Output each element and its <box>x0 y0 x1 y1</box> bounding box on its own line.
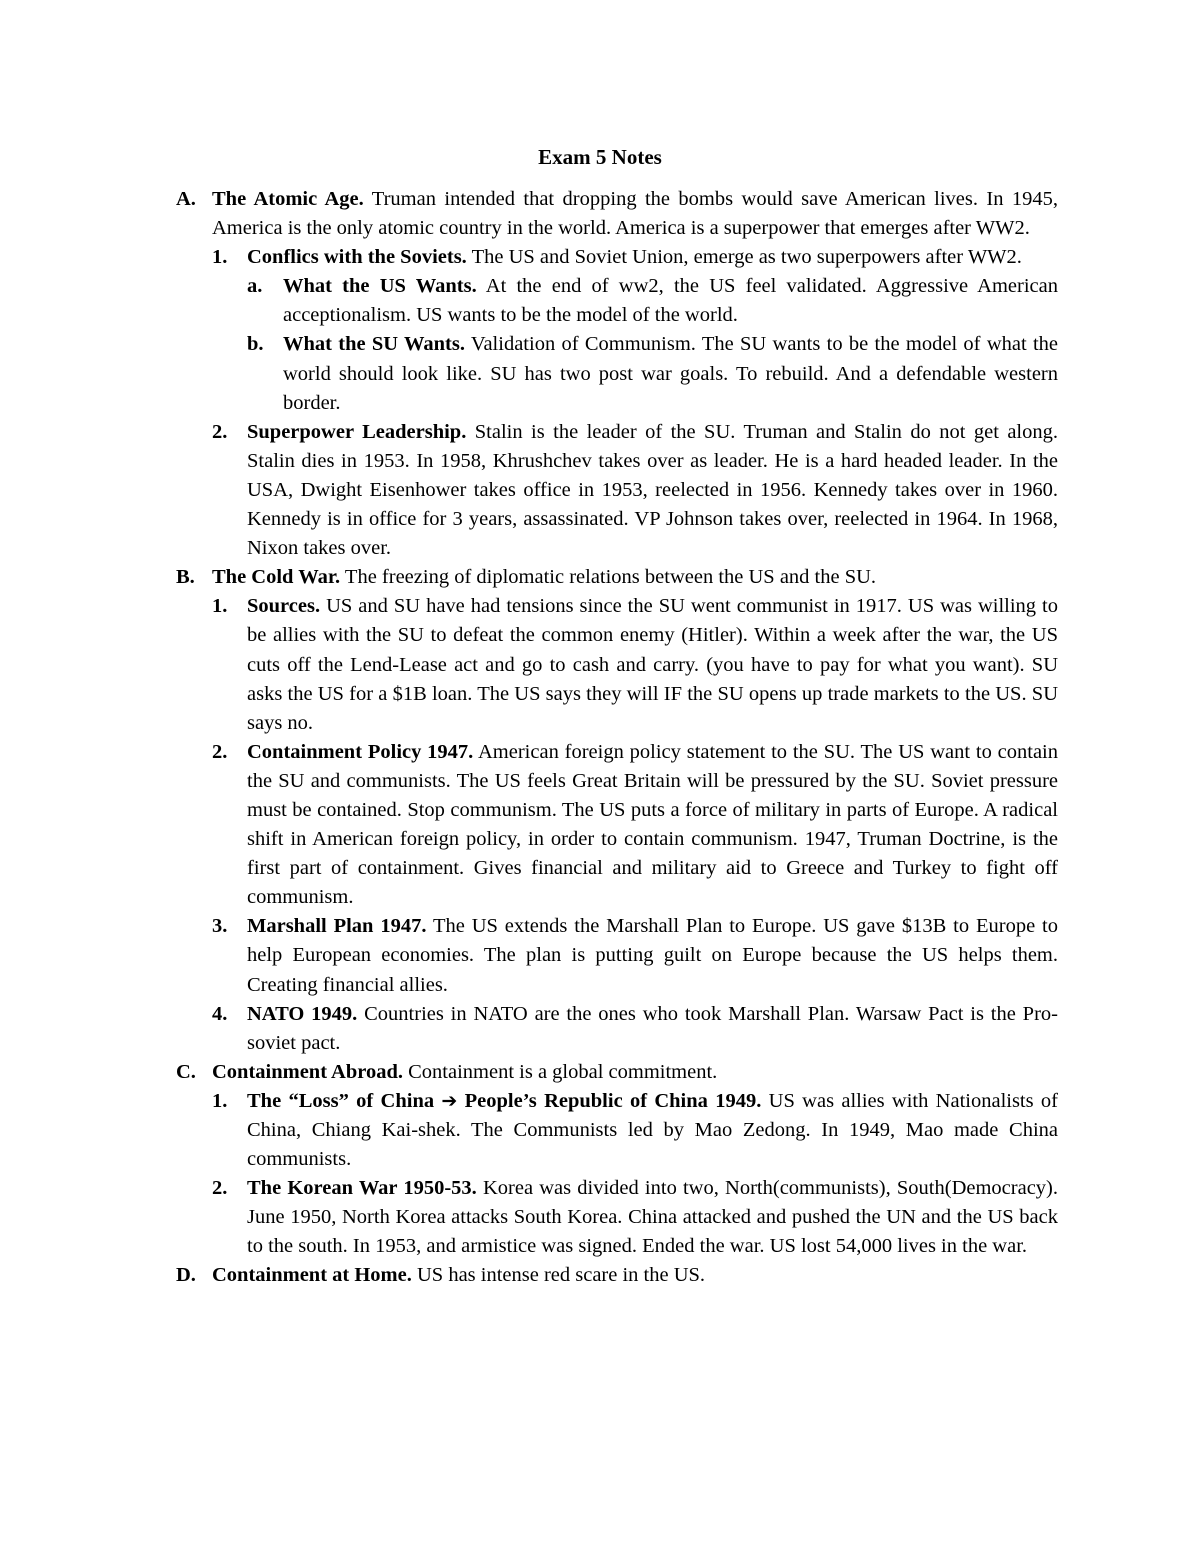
item-heading: Superpower Leadership. <box>247 420 467 443</box>
subitem-marker: a. <box>247 275 263 298</box>
section-d <box>176 1261 1058 1290</box>
item-marker: 3. <box>212 915 228 938</box>
item-heading: NATO 1949. <box>247 1002 358 1025</box>
item-heading: Marshall Plan 1947. <box>247 915 427 938</box>
subitem-text: Validation of Communism. The SU wants to be the model of what the world should look like. SU has two post war goals. To rebuild. And a defendable western border. <box>283 333 1059 414</box>
section-c-item-2 <box>212 1174 1058 1261</box>
item-marker: 1. <box>212 246 228 269</box>
section-heading: The Atomic Age. <box>212 188 364 210</box>
item-text: Stalin is the leader of the SU. Truman and Stalin do not get along. Stalin dies in 1953. In 1958, Khrushchev takes over as leader. He is a hard headed leader. In the USA, Dwight Eisenhower takes office in 1953, reelected in 1956. Kennedy takes over in 1960. Kennedy is in office for 3 years, assassinated. VP Johnson takes over, reelected in 1964. In 1968, Nixon takes over. <box>247 420 1059 560</box>
section-b-item-2 <box>212 738 1058 913</box>
page-title: Exam 5 Notes <box>538 145 662 169</box>
section-heading: Containment Abroad. <box>212 1060 403 1083</box>
section-a-item-1-sub-a <box>247 272 1059 330</box>
section-marker: C. <box>176 1060 196 1083</box>
section-text: US has intense red scare in the US. <box>411 1264 706 1287</box>
section-heading: Containment at Home. <box>212 1264 412 1287</box>
item-heading: Conflics with the Soviets. <box>247 246 467 269</box>
section-text: The freezing of diplomatic relations between the US and the SU. <box>340 566 877 589</box>
section-text: Containment is a global commitment. <box>403 1060 718 1083</box>
item-text: The US extends the Marshall Plan to Europe. US gave $13B to Europe to help European economies. The plan is putting guilt on Europe because the US helps them. Creating financial allies. <box>247 915 1058 996</box>
section-b <box>176 563 1058 592</box>
section-heading: The Cold War. <box>212 566 341 589</box>
right-arrow-icon: ➔ <box>441 1089 458 1112</box>
item-marker: 4. <box>212 1002 228 1025</box>
section-text: Truman intended that dropping the bombs would save American lives. In 1945, America is the only atomic country in the world. America is a superpower that emerges after WW2. <box>212 188 1058 240</box>
section-a-item-1-sub-b <box>247 330 1059 417</box>
section-a <box>176 185 1058 243</box>
subitem-text: At the end of ww2, the US feel validated. Aggressive American acceptionalism. US wants to be the model of the world. <box>283 275 1059 327</box>
item-text: Countries in NATO are the ones who took Marshall Plan. Warsaw Pact is the Pro-soviet pact. <box>247 1002 1058 1054</box>
item-heading: The Korean War 1950-53. <box>247 1177 477 1200</box>
section-marker: D. <box>176 1264 196 1287</box>
item-heading: The “Loss” of China <box>247 1089 442 1112</box>
item-heading-continued: People’s Republic of China 1949. <box>457 1089 762 1112</box>
item-marker: 2. <box>212 420 228 443</box>
section-marker: A. <box>176 188 196 210</box>
section-a-item-1 <box>212 243 1058 272</box>
item-text: American foreign policy statement to the SU. The US want to contain the SU and communists. The US feels Great Britain will be pressured by the SU. Soviet pressure must be contained. Stop communism. The US puts a force of military in parts of Europe. A radical shift in American foreign policy, in order to contain communism. 1947, Truman Doctrine, is the first part of containment. Gives financial and military aid to Greece and Turkey to fight off communism. <box>247 740 1058 909</box>
section-b-item-1 <box>212 592 1058 737</box>
item-marker: 2. <box>212 740 228 763</box>
item-text: The US and Soviet Union, emerge as two superpowers after WW2. <box>466 246 1022 269</box>
item-text: Korea was divided into two, North(communists), South(Democracy). June 1950, North Korea attacks South Korea. China attacked and pushed the UN and the US back to the south. In 1953, and armistice was signed. Ended the war. US lost 54,000 lives in the war. <box>247 1177 1058 1258</box>
notes-outline <box>0 185 1200 1291</box>
subitem-heading: What the US Wants. <box>283 275 477 298</box>
section-marker: B. <box>176 566 195 589</box>
section-a-item-2 <box>212 418 1059 563</box>
item-heading: Containment Policy 1947. <box>247 740 474 763</box>
item-text: US was allies with Nationalists of China, Chiang Kai-shek. The Communists led by Mao Zedong. In 1949, Mao made China communists. <box>247 1089 1058 1171</box>
item-heading: Sources. <box>247 595 321 618</box>
item-marker: 1. <box>212 1089 228 1112</box>
item-marker: 1. <box>212 595 228 618</box>
subitem-marker: b. <box>247 333 264 356</box>
item-text: US and SU have had tensions since the SU went communist in 1917. US was willing to be allies with the SU to defeat the common enemy (Hitler). Within a week after the war, the US cuts off the Lend-Lease act and go to cash and carry. (you have to pay for what you want). SU asks the US for a $1B loan. The US says they will IF the SU opens up trade markets to the US. SU says no. <box>247 595 1058 734</box>
section-c-item-1 <box>212 1087 1058 1174</box>
section-c <box>176 1058 1058 1087</box>
item-marker: 2. <box>212 1177 228 1200</box>
subitem-heading: What the SU Wants. <box>283 333 465 356</box>
section-b-item-4 <box>212 1000 1058 1058</box>
section-b-item-3 <box>212 912 1058 999</box>
